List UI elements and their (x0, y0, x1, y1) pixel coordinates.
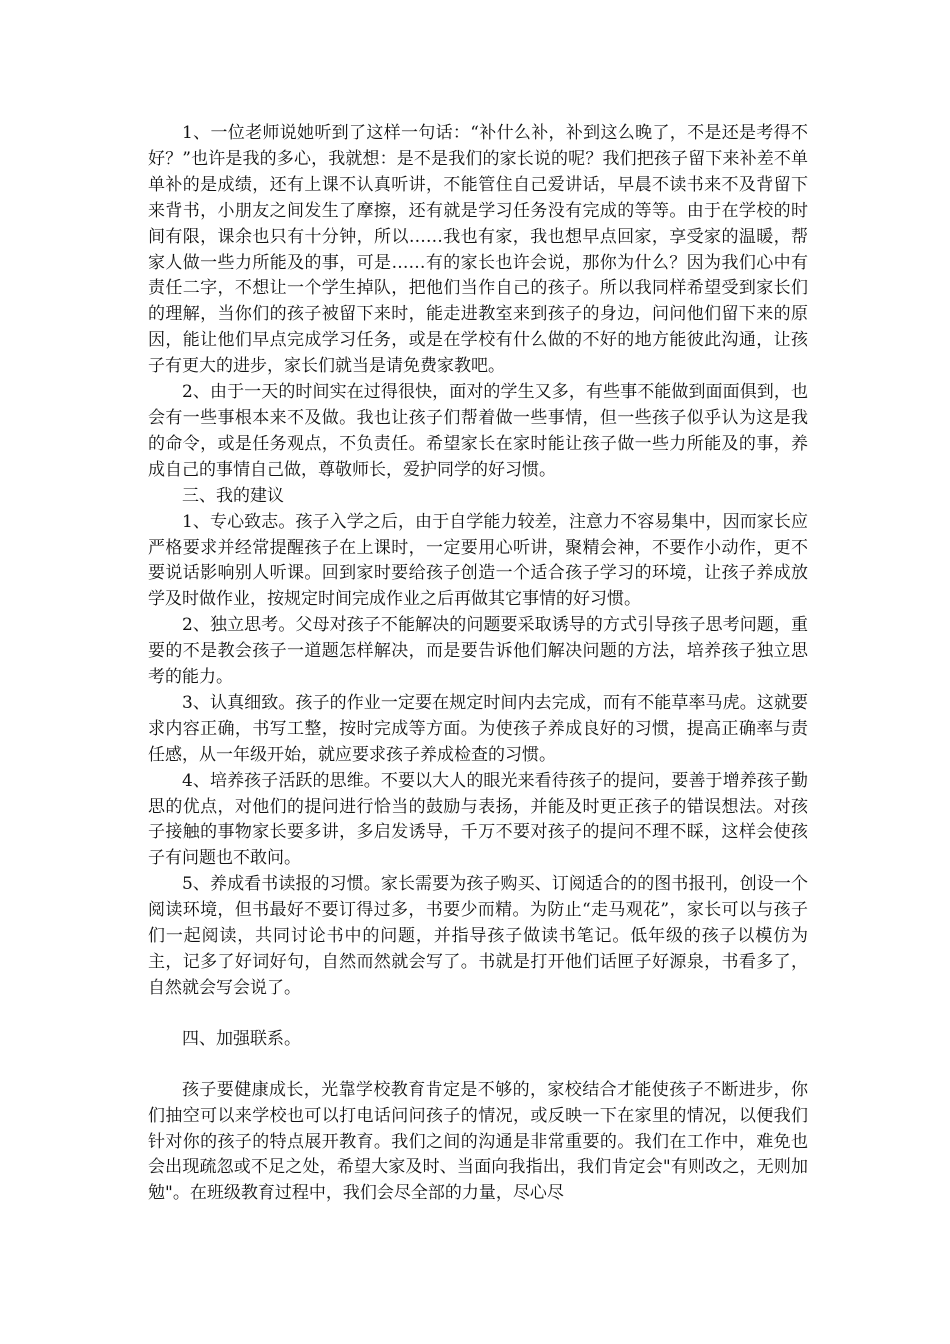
paragraph-closing: 孩子要健康成长，光靠学校教育肯定是不够的，家校结合才能使孩子不断进步，你们抽空可以来学校也可以打电话问问孩子的情况，或反映一下在家里的情况，以便我们针对你的孩子的特点展开教育。我们之间的沟通是非常重要的。我们在工作中，难免也会出现疏忽或不足之处，希望大家及时、当面向我指出，我们肯定会"有则改之，无则加勉"。在班级教育过程中，我们会尽全部的力量，尽心尽 (148, 1079, 808, 1204)
blank-line (148, 1053, 808, 1078)
section-heading-contact: 四、加强联系。 (182, 1028, 301, 1049)
document-page (148, 121, 808, 1207)
suggestion-reading-habit: 5、养成看书读报的习惯。家长需要为孩子购买、订阅适合的的图书报刊，创设一个阅读环境，但书最好不要订得过多，书要少而精。为防止“走马观花”，家长可以与孩子们一起阅读，共同讨论书中的问题，并指导孩子做读书笔记。低年级的孩子以模仿为主，记多了好词好句，自然而然就会写了。书就是打开他们话匣子好源泉，书看多了，自然就会写会说了。 (148, 874, 808, 998)
suggestion-active-thinking: 4、培养孩子活跃的思维。不要以大人的眼光来看待孩子的提问，要善于增养孩子勤思的优点，对他们的提问进行恰当的鼓励与表扬，并能及时更正孩子的错误想法。对孩子接触的事物家长要多讲，多启发诱导，千万不要对孩子的提问不理不睬，这样会使孩子有问题也不敢问。 (148, 770, 808, 869)
blank-line (148, 1002, 808, 1027)
section-heading-suggestions: 三、我的建议 (182, 485, 284, 506)
suggestion-focus: 1、专心致志。孩子入学之后，由于自学能力较差，注意力不容易集中，因而家长应严格要求并经常提醒孩子在上课时，一定要用心听讲，聚精会神，不要作小动作，更不要说话影响别人听课。回到家时要给孩子创造一个适合孩子学习的环境，让孩子养成放学及时做作业，按规定时间完成作业之后再做其它事情的好习惯。 (148, 511, 808, 610)
suggestion-independent-thinking: 2、独立思考。父母对孩子不能解决的问题要采取诱导的方式引导孩子思考问题，重要的不是教会孩子一道题怎样解决，而是要告诉他们解决问题的方法，培养孩子独立思考的能力。 (148, 615, 808, 688)
paragraph-teacher-remark: 1、一位老师说她听到了这样一句话：“补什么补，补到这么晚了，不是还是考得不好？”也许是我的多心，我就想：是不是我们的家长说的呢？我们把孩子留下来补差不单单补的是成绩，还有上课不认真听讲，不能管住自己爱讲话，早晨不读书来不及背留下来背书，小朋友之间发生了摩擦，还有就是学习任务没有完成的等等。由于在学校的时间有限，课余也只有十分钟，所以……我也有家，我也想早点回家，享受家的温暖，帮家人做一些力所能及的事，可是……有的家长也许会说，那你为什么？因为我们心中有责任二字，不想让一个学生掉队，把他们当作自己的孩子。所以我同样希望受到家长们的理解，当你们的孩子被留下来时，能走进教室来到孩子的身边，问问他们留下来的原因，能让他们早点完成学习任务，或是在学校有什么做的不好的地方能彼此沟通，让孩子有更大的进步，家长们就当是请免费家教吧。 (148, 123, 808, 377)
suggestion-careful: 3、认真细致。孩子的作业一定要在规定时间内去完成，而有不能草率马虎。这就要求内容正确，书写工整，按时完成等方面。为使孩子养成良好的习惯，提高正确率与责任感，从一年级开始，就应要求孩子养成检查的习惯。 (148, 692, 808, 765)
paragraph-limited-time: 2、由于一天的时间实在过得很快，面对的学生又多，有些事不能做到面面俱到，也会有一些事根本来不及做。我也让孩子们帮着做一些事情，但一些孩子似乎认为这是我的命令，或是任务观点，不负责任。希望家长在家时能让孩子做一些力所能及的事，养成自己的事情自己做，尊敬师长，爱护同学的好习惯。 (148, 382, 808, 480)
